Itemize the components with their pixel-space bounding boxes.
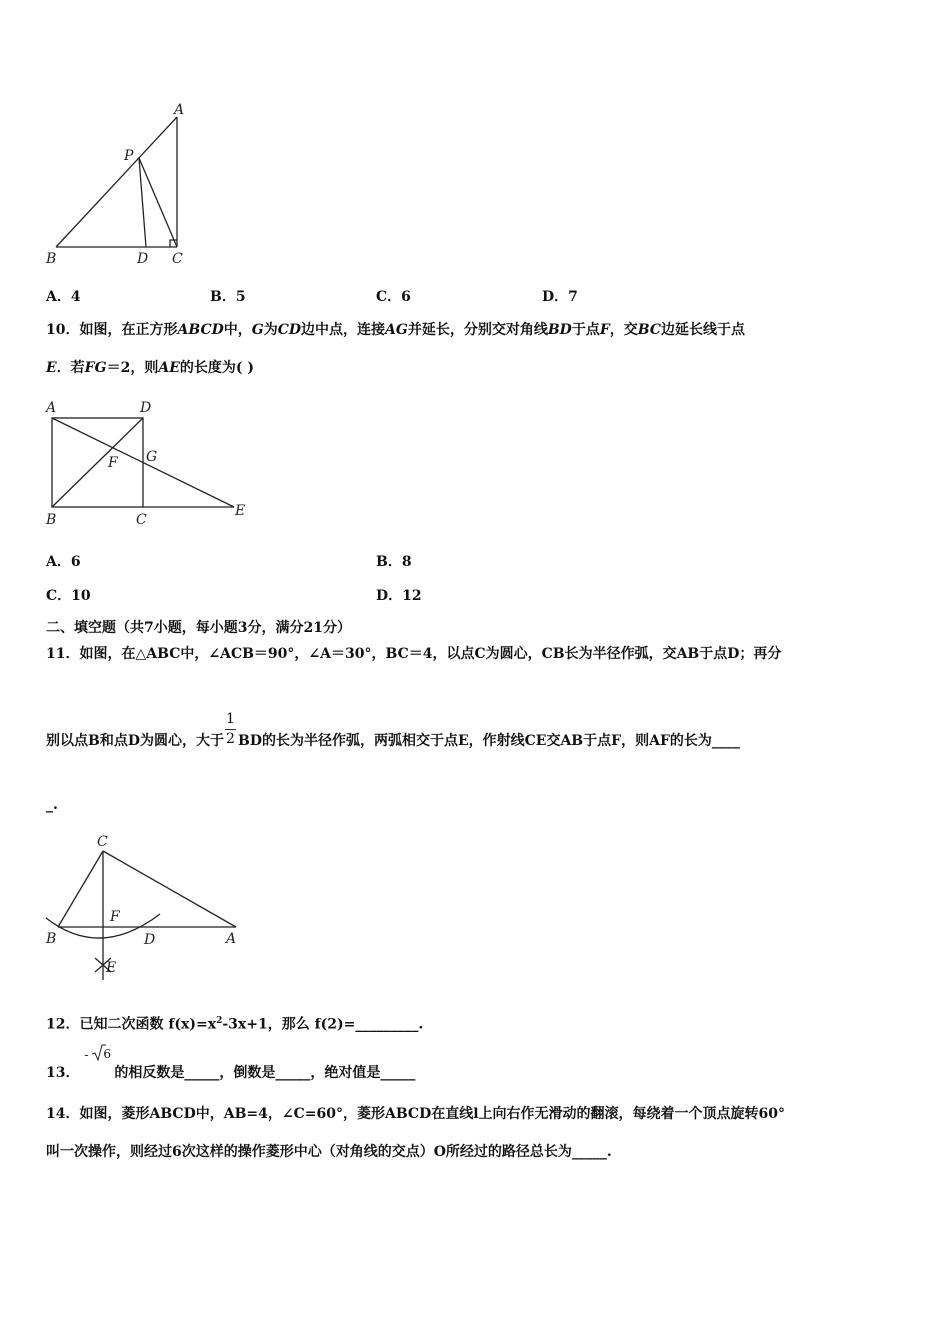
q10-option-d[interactable]: D．12: [376, 588, 422, 604]
q10-square-figure: [40, 395, 260, 530]
q10-text-1c: 为: [263, 322, 278, 338]
q10-bc: BC: [637, 322, 662, 338]
q10-text-2a: ．若: [56, 360, 85, 376]
q10-f: F: [599, 322, 610, 338]
q10-text-2c: 的长度为( ): [179, 360, 254, 376]
q13-neg-sqrt6: [84, 1047, 114, 1077]
q10-text-1f: 于点: [571, 322, 600, 338]
q10-text-1d: 边中点，连接: [301, 322, 385, 338]
q10-label-a: A: [46, 400, 57, 416]
q9-triangle-figure: [40, 100, 200, 270]
q10-ae: AE: [158, 360, 180, 376]
q9-label-d: D: [137, 251, 149, 267]
q10-option-b[interactable]: B．8: [376, 554, 412, 570]
q10-bd: BD: [547, 322, 572, 338]
q9-label-c: C: [172, 251, 183, 267]
q11-label-d: D: [144, 932, 156, 948]
q10-question-line1: [46, 321, 745, 339]
q11-line-ca: [103, 851, 236, 927]
q11-frac-den: 2: [225, 731, 235, 747]
q11-question-line1: 11．如图，在△ABC中，∠ACB＝90°，∠A＝30°，BC＝4，以点C为圆心，CB长为半径作弧，交AB于点D；再分: [46, 646, 782, 662]
q10-text-1g: ，交: [609, 322, 638, 338]
q11-label-e: E: [106, 960, 117, 976]
q10-label-b: B: [46, 512, 57, 528]
q11-fraction-half: [225, 711, 236, 750]
q11-label-f: F: [110, 909, 120, 925]
q10-diagonal-bd: [52, 418, 143, 507]
q10-e: E: [46, 360, 57, 376]
q9-label-a: A: [174, 102, 185, 118]
q12-text-b: -3x+1，那么 f(2)=_________.: [222, 1016, 424, 1033]
q9-option-c[interactable]: C．6: [376, 289, 411, 305]
q10-number: 10．: [46, 322, 80, 338]
q12-question: [46, 1012, 423, 1034]
q11-label-a: A: [226, 931, 237, 947]
q11-text-2b: BD的长为半径作弧，两弧相交于点E，作射线CE交AB于点F，则AF的长为____: [237, 733, 740, 749]
q10-option-c[interactable]: C．10: [46, 588, 91, 604]
q12-text-a: 12．已知二次函数 f(x)=x: [46, 1016, 217, 1033]
q10-label-g: G: [146, 449, 158, 465]
q13-radicand: 6: [103, 1047, 111, 1061]
q10-label-e: E: [235, 503, 246, 519]
q10-question-line2: [46, 359, 254, 377]
q10-label-f: F: [108, 455, 118, 471]
q14-question-line2: 叫一次操作，则经过6次这样的操作菱形中心（对角线的交点）O所经过的路径总长为_____.: [46, 1144, 612, 1160]
q12-exponent: 2: [216, 1016, 223, 1026]
q10-option-a[interactable]: A．6: [46, 554, 81, 570]
q10-text-1a: 如图，在正方形: [79, 322, 178, 338]
q10-abcd: ABCD: [177, 322, 224, 338]
q13-question: [46, 1047, 416, 1082]
q11-line-bc: [58, 851, 103, 927]
q9-line-ba: [56, 117, 177, 247]
q9-option-d[interactable]: D．7: [542, 289, 578, 305]
q10-fg: FG: [84, 360, 107, 376]
section-title-fill-in: 二、填空题（共7小题，每小题3分，满分21分）: [46, 620, 351, 636]
q11-question-line3: _.: [46, 797, 58, 813]
q9-option-a[interactable]: A．4: [46, 289, 81, 305]
q13-number: 13．: [46, 1065, 80, 1081]
q11-text-2a: 别以点B和点D为圆心，大于: [46, 733, 224, 749]
q11-label-b: B: [46, 931, 57, 947]
q11-question-line2: [46, 711, 740, 750]
q13-neg-sign: -: [84, 1048, 89, 1062]
q10-g: G: [251, 322, 264, 338]
q11-label-c: C: [97, 834, 108, 850]
q13-text: 的相反数是_____，倒数是_____，绝对值是_____: [114, 1065, 416, 1081]
q9-label-p: P: [124, 148, 134, 164]
q9-label-b: B: [46, 251, 57, 267]
q10-text-2b: ＝2，则: [106, 360, 159, 376]
q10-cd: CD: [277, 322, 301, 338]
q10-label-c: C: [136, 512, 147, 528]
q11-triangle-figure: [40, 830, 250, 985]
q14-question-line1: 14．如图，菱形ABCD中，AB=4，∠C=60°，菱形ABCD在直线l上向右作无滑动的翻滚，每绕着一个顶点旋转60°: [46, 1106, 786, 1122]
q10-ag: AG: [385, 322, 408, 338]
q10-label-d: D: [140, 400, 152, 416]
q10-text-1h: 边延长线于点: [661, 322, 746, 338]
q10-text-1e: 并延长，分别交对角线: [407, 322, 548, 338]
q11-frac-num: 1: [225, 711, 235, 727]
q10-text-1b: 中，: [223, 322, 252, 338]
q9-option-b[interactable]: B．5: [210, 289, 246, 305]
